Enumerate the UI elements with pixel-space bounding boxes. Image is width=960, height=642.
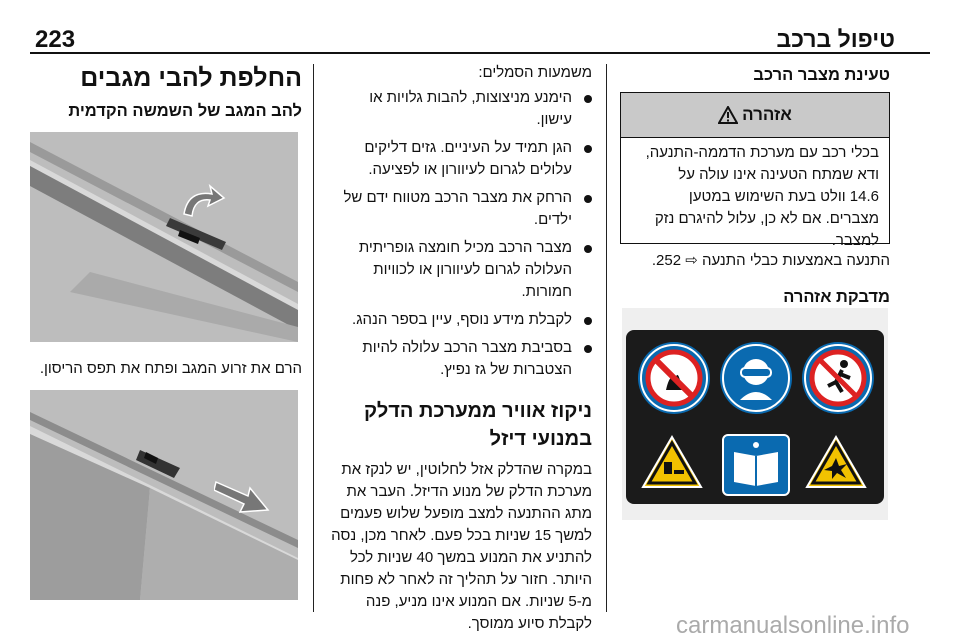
- bullet-icon: [584, 195, 592, 203]
- diesel-bleed-heading: [322, 397, 592, 453]
- label-panel: [626, 330, 884, 504]
- jump-start-reference[interactable]: התנעה באמצעות כבלי התנעה ⇨ 252.: [651, 252, 890, 269]
- warning-line: מצברים. אם לא כן, עלול להיגרם נזק: [654, 210, 879, 227]
- symbols-list: [322, 87, 592, 381]
- paragraph-line: מתג ההתנעה למצב מופעל שלוש פעמים: [340, 505, 592, 522]
- paragraph-line: היותר. חזור על תהליך זה לאחר לא פחות: [340, 571, 592, 588]
- warning-box: [620, 92, 890, 249]
- column-divider: [606, 64, 607, 612]
- warning-header: [621, 93, 889, 138]
- warning-label-heading: מדבקת אזהרה: [783, 288, 890, 306]
- symbols-heading: משמעות הסמלים:: [478, 64, 592, 81]
- paragraph-line: להתניע את המנוע במשך 40 שניות לכל: [350, 549, 592, 566]
- watermark: carmanualsonline.info: [676, 612, 910, 639]
- explosion-warning-icon: [804, 434, 868, 490]
- bullet-icon: [584, 345, 592, 353]
- warning-text: [621, 138, 889, 252]
- list-item: [322, 137, 592, 181]
- diesel-bleed-paragraph: [322, 459, 592, 635]
- list-item: [322, 187, 592, 231]
- list-item-line: מצבר הרכב מכיל חומצה גופריתית: [358, 239, 572, 256]
- list-item-line: הצטברות של גז נפיץ.: [440, 361, 572, 378]
- wiper-replacement-heading: החלפת להבי מגבים: [80, 64, 302, 92]
- section-title: טיפול ברכב: [776, 26, 895, 52]
- bullet-icon: [584, 245, 592, 253]
- list-item-line: בסביבת מצבר הרכב עלולה להיות: [362, 339, 572, 356]
- slide-arrow-icon: [214, 476, 270, 516]
- symbols-section: [322, 64, 592, 635]
- windshield-wiper-subheading: להב המגב של השמשה הקדמית: [68, 102, 302, 120]
- warning-triangle-icon: [718, 106, 738, 124]
- list-item: [322, 337, 592, 381]
- list-item-line: עישון.: [536, 111, 572, 128]
- no-fire-sign-icon: [640, 344, 708, 412]
- list-item: [322, 87, 592, 131]
- heading-line: במנועי דיזל: [489, 428, 592, 450]
- paragraph-line: למשך 15 שניות בכל פעם. לאחר מכן, נסה: [331, 527, 592, 544]
- goggles-sign-icon: [722, 344, 790, 412]
- page-header: [30, 18, 930, 54]
- read-manual-icon: [722, 434, 790, 496]
- list-item-line: הימנע מניצוצות, להבות גלויות או: [369, 89, 572, 106]
- column-divider: [313, 64, 314, 612]
- wiper-photo-release: [30, 390, 298, 600]
- bullet-icon: [584, 317, 592, 325]
- warning-line: ודא שמתח הטעינה אינו עולה על: [678, 166, 879, 183]
- battery-charging-heading: טעינת מצבר הרכב: [753, 66, 890, 84]
- photo-caption: הרם את זרוע המגב ופתח את תפס הריסון.: [39, 360, 302, 377]
- warning-title: אזהרה: [742, 105, 792, 124]
- list-item-line: חמורות.: [521, 283, 572, 300]
- paragraph-line: לקבלת סיוע ממוסך.: [467, 615, 592, 632]
- list-item-line: עלולים לגרום לעיוורון או לפציעה.: [368, 161, 572, 178]
- paragraph-line: במקרה שהדלק אזל לחלוטין, יש לנקז את: [341, 461, 592, 478]
- list-item-line: הרחק את מצבר הרכב מטווח ידם של: [343, 189, 572, 206]
- heading-line: ניקוז אוויר ממערכת הדלק: [363, 400, 592, 422]
- paragraph-line: מערכת הדלק של מנוע הדיזל. העבר את: [346, 483, 592, 500]
- list-item-line: העלולה לגרום לעיוורון או לכוויות: [373, 261, 572, 278]
- list-item-line: הגן תמיד על העיניים. גזים דליקים: [364, 139, 572, 156]
- warning-line: בכלי רכב עם מערכת הדממה-התנעה,: [645, 144, 879, 161]
- warning-line: למצבר.: [831, 232, 879, 249]
- paragraph-line: מ-5 שניות. אם המנוע אינו מניע, פנה: [365, 593, 592, 610]
- rotate-arrow-icon: [178, 184, 226, 220]
- page-number: 223: [35, 26, 76, 53]
- warning-line: 14.6 וולט בעת השימוש במטען: [688, 188, 879, 205]
- warning-label-image: [622, 308, 888, 520]
- keep-children-away-icon: [804, 344, 872, 412]
- bullet-icon: [584, 145, 592, 153]
- list-item: [322, 237, 592, 303]
- list-item: [322, 309, 592, 331]
- list-item-line: לקבלת מידע נוסף, עיין בספר הנהג.: [352, 311, 572, 328]
- bullet-icon: [584, 95, 592, 103]
- wiper-photo-lift: [30, 132, 298, 342]
- list-item-line: ילדים.: [533, 211, 572, 228]
- acid-warning-icon: [640, 434, 704, 490]
